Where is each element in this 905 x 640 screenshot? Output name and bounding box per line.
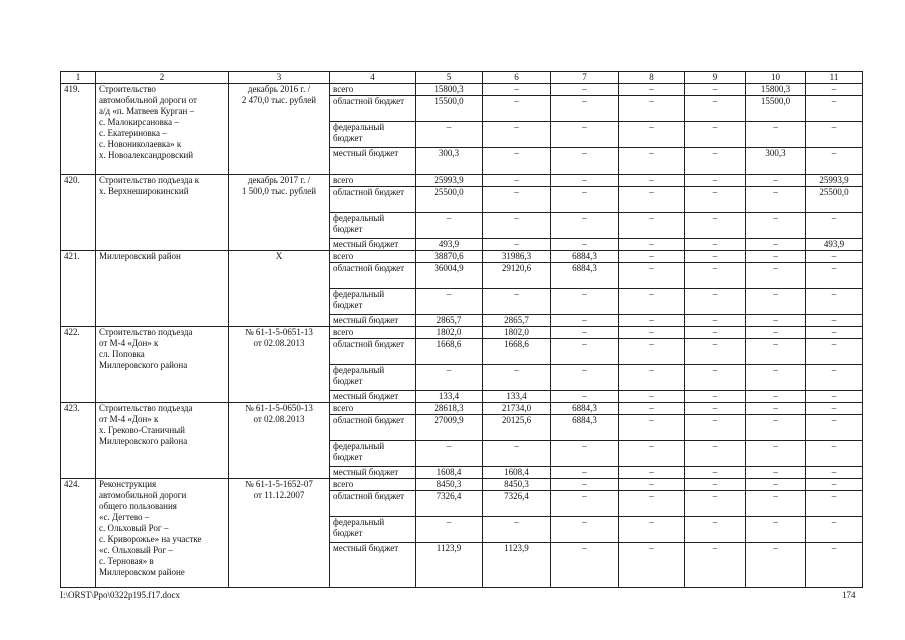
amount-cell: – bbox=[746, 315, 806, 327]
header-cell: 10 bbox=[746, 72, 806, 84]
funding-source: всего bbox=[330, 84, 416, 96]
object-name: Строительство подъезда от М-4 «Дон» к х. Греково-Станичный Миллеровского района bbox=[96, 403, 229, 479]
amount-cell: – bbox=[483, 187, 551, 213]
amount-cell: – bbox=[619, 543, 685, 588]
amount-cell: – bbox=[619, 365, 685, 391]
amount-cell: – bbox=[551, 391, 619, 403]
amount-cell: 25993,9 bbox=[416, 175, 483, 187]
table-row bbox=[61, 479, 863, 491]
document-info: № 61-1-5-1652-07 от 11.12.2007 bbox=[229, 479, 330, 588]
amount-cell: – bbox=[483, 239, 551, 251]
amount-cell: – bbox=[746, 517, 806, 543]
amount-cell: – bbox=[806, 415, 863, 441]
amount-cell: – bbox=[416, 213, 483, 239]
object-name: Строительство подъезда к х. Верхнеширокинский bbox=[96, 175, 229, 251]
funding-source: областной бюджет bbox=[330, 96, 416, 122]
amount-cell: – bbox=[416, 289, 483, 315]
amount-cell: – bbox=[746, 403, 806, 415]
amount-cell: – bbox=[685, 517, 746, 543]
amount-cell: – bbox=[806, 148, 863, 175]
amount-cell: 15500,0 bbox=[746, 96, 806, 122]
amount-cell: – bbox=[619, 122, 685, 148]
amount-cell: – bbox=[746, 251, 806, 263]
amount-cell: – bbox=[619, 415, 685, 441]
footer-file-path: I:\ORST\Ppo\0322p195.f17.docx bbox=[60, 590, 181, 600]
amount-cell: – bbox=[619, 148, 685, 175]
table-row bbox=[61, 403, 863, 415]
amount-cell: – bbox=[746, 415, 806, 441]
amount-cell: – bbox=[551, 517, 619, 543]
amount-cell: – bbox=[551, 239, 619, 251]
amount-cell: – bbox=[685, 122, 746, 148]
amount-cell: – bbox=[551, 441, 619, 467]
amount-cell: – bbox=[416, 365, 483, 391]
amount-cell: – bbox=[551, 467, 619, 479]
amount-cell: – bbox=[551, 96, 619, 122]
object-name: Реконструкция автомобильной дороги общего пользования «с. Дегтево – с. Ольховый Рог – с. Криворожье» на участке «с. Ольховый Рог – с. Терновая» в Миллеровском районе bbox=[96, 479, 229, 588]
amount-cell: – bbox=[806, 96, 863, 122]
amount-cell: 36004,9 bbox=[416, 263, 483, 289]
amount-cell: – bbox=[619, 175, 685, 187]
header-cell: 3 bbox=[229, 72, 330, 84]
amount-cell: – bbox=[746, 263, 806, 289]
header-cell: 7 bbox=[551, 72, 619, 84]
amount-cell: – bbox=[619, 251, 685, 263]
amount-cell: 28618,3 bbox=[416, 403, 483, 415]
amount-cell: – bbox=[685, 543, 746, 588]
funding-source: всего bbox=[330, 403, 416, 415]
amount-cell: 21734,0 bbox=[483, 403, 551, 415]
funding-source: федеральный бюджет bbox=[330, 365, 416, 391]
header-cell: 8 bbox=[619, 72, 685, 84]
document-info: декабрь 2016 г. / 2 470,0 тыс. рублей bbox=[229, 84, 330, 175]
funding-source: всего bbox=[330, 479, 416, 491]
amount-cell: – bbox=[483, 96, 551, 122]
amount-cell: – bbox=[619, 327, 685, 339]
entry-number: 424. bbox=[61, 479, 96, 588]
amount-cell: 31986,3 bbox=[483, 251, 551, 263]
amount-cell: – bbox=[685, 213, 746, 239]
amount-cell: – bbox=[619, 96, 685, 122]
amount-cell: – bbox=[746, 365, 806, 391]
amount-cell: 1668,6 bbox=[416, 339, 483, 365]
amount-cell: – bbox=[806, 289, 863, 315]
amount-cell: – bbox=[806, 543, 863, 588]
amount-cell: – bbox=[746, 479, 806, 491]
entry-number: 419. bbox=[61, 84, 96, 175]
amount-cell: – bbox=[806, 339, 863, 365]
amount-cell: – bbox=[483, 213, 551, 239]
funding-source: федеральный бюджет bbox=[330, 213, 416, 239]
table-row bbox=[61, 84, 863, 96]
entry-number: 423. bbox=[61, 403, 96, 479]
amount-cell: – bbox=[685, 187, 746, 213]
amount-cell: – bbox=[806, 327, 863, 339]
amount-cell: – bbox=[685, 263, 746, 289]
amount-cell: – bbox=[806, 391, 863, 403]
amount-cell: – bbox=[806, 315, 863, 327]
amount-cell: – bbox=[685, 239, 746, 251]
amount-cell: 25500,0 bbox=[416, 187, 483, 213]
amount-cell: – bbox=[619, 517, 685, 543]
amount-cell: – bbox=[685, 339, 746, 365]
amount-cell: 300,3 bbox=[746, 148, 806, 175]
amount-cell: – bbox=[746, 441, 806, 467]
amount-cell: – bbox=[483, 84, 551, 96]
amount-cell: – bbox=[483, 122, 551, 148]
amount-cell: – bbox=[483, 365, 551, 391]
object-name: Миллеровский район bbox=[96, 251, 229, 327]
funding-source: федеральный бюджет bbox=[330, 122, 416, 148]
funding-source: всего bbox=[330, 175, 416, 187]
amount-cell: – bbox=[685, 96, 746, 122]
funding-source: местный бюджет bbox=[330, 239, 416, 251]
amount-cell: – bbox=[619, 491, 685, 517]
amount-cell: – bbox=[806, 491, 863, 517]
amount-cell: – bbox=[551, 491, 619, 517]
amount-cell: 1608,4 bbox=[483, 467, 551, 479]
amount-cell: – bbox=[685, 327, 746, 339]
amount-cell: 15500,0 bbox=[416, 96, 483, 122]
table-row bbox=[61, 251, 863, 263]
amount-cell: – bbox=[551, 84, 619, 96]
document-info: декабрь 2017 г. / 1 500,0 тыс. рублей bbox=[229, 175, 330, 251]
amount-cell: 1123,9 bbox=[416, 543, 483, 588]
amount-cell: – bbox=[806, 467, 863, 479]
object-name: Строительство подъезда от М-4 «Дон» к сл. Поповка Миллеровского района bbox=[96, 327, 229, 403]
document-info: № 61-1-5-0650-13 от 02.08.2013 bbox=[229, 403, 330, 479]
entry-number: 421. bbox=[61, 251, 96, 327]
amount-cell: – bbox=[619, 467, 685, 479]
funding-source: федеральный бюджет bbox=[330, 441, 416, 467]
amount-cell: – bbox=[746, 543, 806, 588]
table-row bbox=[61, 327, 863, 339]
amount-cell: – bbox=[551, 315, 619, 327]
header-cell: 5 bbox=[416, 72, 483, 84]
amount-cell: – bbox=[551, 479, 619, 491]
amount-cell: 38870,6 bbox=[416, 251, 483, 263]
amount-cell: – bbox=[746, 467, 806, 479]
amount-cell: – bbox=[746, 491, 806, 517]
amount-cell: 1802,0 bbox=[416, 327, 483, 339]
amount-cell: – bbox=[746, 289, 806, 315]
entry-number: 420. bbox=[61, 175, 96, 251]
header-cell: 11 bbox=[806, 72, 863, 84]
amount-cell: – bbox=[806, 403, 863, 415]
amount-cell: – bbox=[551, 289, 619, 315]
amount-cell: 1123,9 bbox=[483, 543, 551, 588]
footer-page-number: 174 bbox=[842, 590, 856, 600]
amount-cell: – bbox=[746, 239, 806, 251]
header-cell: 2 bbox=[96, 72, 229, 84]
budget-table bbox=[60, 71, 863, 588]
amount-cell: 27009,9 bbox=[416, 415, 483, 441]
amount-cell: 7326,4 bbox=[416, 491, 483, 517]
amount-cell: 15800,3 bbox=[416, 84, 483, 96]
amount-cell: – bbox=[483, 289, 551, 315]
funding-source: местный бюджет bbox=[330, 148, 416, 175]
amount-cell: 1608,4 bbox=[416, 467, 483, 479]
amount-cell: – bbox=[551, 213, 619, 239]
column-number-row bbox=[61, 72, 863, 84]
amount-cell: – bbox=[619, 263, 685, 289]
amount-cell: 15800,3 bbox=[746, 84, 806, 96]
amount-cell: – bbox=[806, 84, 863, 96]
funding-source: федеральный бюджет bbox=[330, 517, 416, 543]
amount-cell: – bbox=[483, 175, 551, 187]
amount-cell: – bbox=[619, 479, 685, 491]
amount-cell: 1802,0 bbox=[483, 327, 551, 339]
funding-source: областной бюджет bbox=[330, 187, 416, 213]
amount-cell: 2865,7 bbox=[483, 315, 551, 327]
amount-cell: – bbox=[806, 263, 863, 289]
amount-cell: – bbox=[551, 365, 619, 391]
amount-cell: – bbox=[806, 365, 863, 391]
amount-cell: – bbox=[806, 479, 863, 491]
amount-cell: – bbox=[551, 339, 619, 365]
amount-cell: 1668,6 bbox=[483, 339, 551, 365]
amount-cell: – bbox=[685, 84, 746, 96]
amount-cell: – bbox=[806, 517, 863, 543]
funding-source: областной бюджет bbox=[330, 491, 416, 517]
amount-cell: 20125,6 bbox=[483, 415, 551, 441]
document-info: № 61-1-5-0651-13 от 02.08.2013 bbox=[229, 327, 330, 403]
header-cell: 4 bbox=[330, 72, 416, 84]
amount-cell: – bbox=[746, 175, 806, 187]
amount-cell: – bbox=[619, 391, 685, 403]
funding-source: всего bbox=[330, 251, 416, 263]
amount-cell: – bbox=[551, 543, 619, 588]
amount-cell: – bbox=[619, 339, 685, 365]
header-cell: 9 bbox=[685, 72, 746, 84]
amount-cell: – bbox=[685, 391, 746, 403]
amount-cell: – bbox=[746, 187, 806, 213]
funding-source: местный бюджет bbox=[330, 467, 416, 479]
header-cell: 1 bbox=[61, 72, 96, 84]
amount-cell: – bbox=[806, 251, 863, 263]
header-cell: 6 bbox=[483, 72, 551, 84]
amount-cell: – bbox=[619, 187, 685, 213]
entry-number: 422. bbox=[61, 327, 96, 403]
amount-cell: 25500,0 bbox=[806, 187, 863, 213]
amount-cell: 25993,9 bbox=[806, 175, 863, 187]
amount-cell: 493,9 bbox=[416, 239, 483, 251]
amount-cell: – bbox=[619, 315, 685, 327]
amount-cell: 8450,3 bbox=[483, 479, 551, 491]
funding-source: областной бюджет bbox=[330, 415, 416, 441]
funding-source: местный бюджет bbox=[330, 543, 416, 588]
funding-source: всего bbox=[330, 327, 416, 339]
amount-cell: – bbox=[746, 122, 806, 148]
amount-cell: 29120,6 bbox=[483, 263, 551, 289]
funding-source: федеральный бюджет bbox=[330, 289, 416, 315]
amount-cell: – bbox=[685, 289, 746, 315]
table-row bbox=[61, 175, 863, 187]
funding-source: местный бюджет bbox=[330, 391, 416, 403]
amount-cell: – bbox=[685, 175, 746, 187]
amount-cell: – bbox=[685, 403, 746, 415]
amount-cell: 2865,7 bbox=[416, 315, 483, 327]
amount-cell: 133,4 bbox=[416, 391, 483, 403]
amount-cell: – bbox=[746, 213, 806, 239]
amount-cell: – bbox=[685, 441, 746, 467]
amount-cell: – bbox=[416, 122, 483, 148]
amount-cell: – bbox=[551, 175, 619, 187]
amount-cell: – bbox=[551, 148, 619, 175]
amount-cell: – bbox=[746, 339, 806, 365]
amount-cell: – bbox=[416, 441, 483, 467]
amount-cell: 6884,3 bbox=[551, 251, 619, 263]
amount-cell: – bbox=[619, 289, 685, 315]
funding-source: местный бюджет bbox=[330, 315, 416, 327]
amount-cell: – bbox=[619, 239, 685, 251]
amount-cell: – bbox=[619, 403, 685, 415]
amount-cell: – bbox=[551, 187, 619, 213]
amount-cell: – bbox=[619, 441, 685, 467]
amount-cell: – bbox=[685, 315, 746, 327]
amount-cell: – bbox=[551, 327, 619, 339]
amount-cell: 7326,4 bbox=[483, 491, 551, 517]
funding-source: областной бюджет bbox=[330, 339, 416, 365]
amount-cell: – bbox=[685, 251, 746, 263]
amount-cell: – bbox=[685, 467, 746, 479]
amount-cell: – bbox=[806, 213, 863, 239]
table-body bbox=[61, 72, 863, 588]
amount-cell: – bbox=[483, 441, 551, 467]
amount-cell: 8450,3 bbox=[416, 479, 483, 491]
amount-cell: – bbox=[685, 415, 746, 441]
amount-cell: – bbox=[806, 441, 863, 467]
amount-cell: – bbox=[619, 84, 685, 96]
amount-cell: 6884,3 bbox=[551, 403, 619, 415]
amount-cell: – bbox=[416, 517, 483, 543]
amount-cell: 6884,3 bbox=[551, 263, 619, 289]
amount-cell: – bbox=[685, 491, 746, 517]
amount-cell: 6884,3 bbox=[551, 415, 619, 441]
document-info: Х bbox=[229, 251, 330, 327]
amount-cell: – bbox=[483, 148, 551, 175]
amount-cell: 300,3 bbox=[416, 148, 483, 175]
amount-cell: – bbox=[806, 122, 863, 148]
amount-cell: – bbox=[483, 517, 551, 543]
amount-cell: – bbox=[685, 479, 746, 491]
funding-source: областной бюджет bbox=[330, 263, 416, 289]
amount-cell: – bbox=[551, 122, 619, 148]
amount-cell: – bbox=[685, 365, 746, 391]
amount-cell: – bbox=[685, 148, 746, 175]
amount-cell: 493,9 bbox=[806, 239, 863, 251]
object-name: Строительство автомобильной дороги от а/д «п. Матвеев Курган – с. Малокирсановка – с. Екатериновка – с. Новониколаевка» к х. Новоалександровский bbox=[96, 84, 229, 175]
amount-cell: – bbox=[619, 213, 685, 239]
amount-cell: 133,4 bbox=[483, 391, 551, 403]
amount-cell: – bbox=[746, 391, 806, 403]
amount-cell: – bbox=[746, 327, 806, 339]
